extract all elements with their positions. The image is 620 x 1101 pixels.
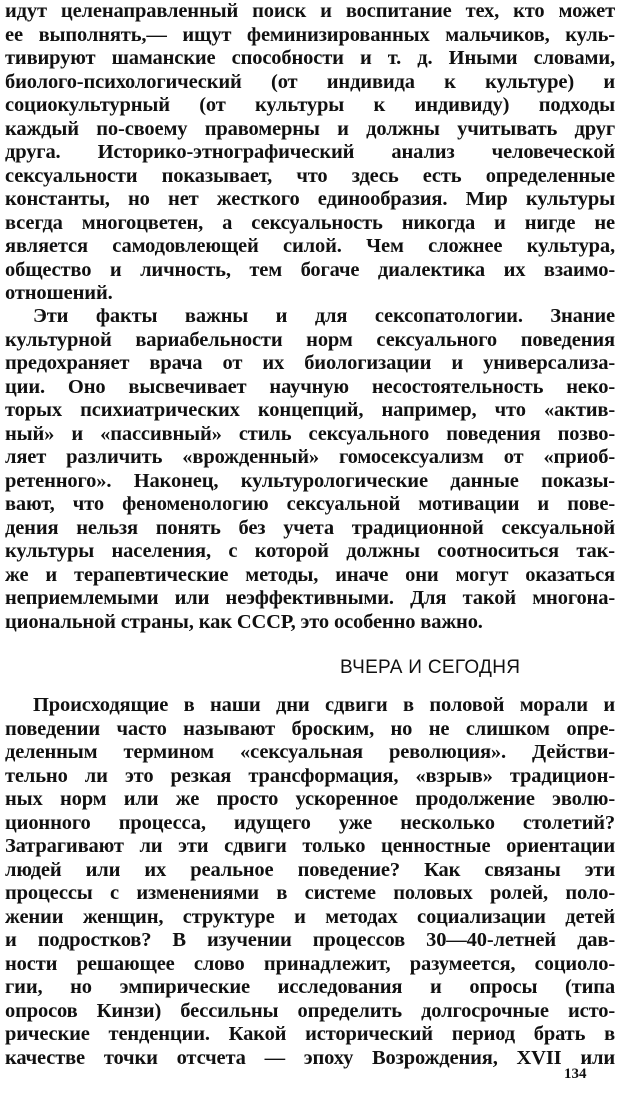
paragraph-2 [5,305,615,634]
text-line: биолого-психологический (от индивида к культуре) и [5,70,615,93]
text-line: отношений. [5,282,113,304]
text-line: Затрагивают ли эти сдвиги только ценностные ориентации [5,835,615,857]
page-number: 134 [564,1066,587,1082]
text-line: культурной вариабельности норм сексуального поведения [5,328,615,351]
text-line: ее выполнять,— ищут феминизированных мальчиков, куль- [5,23,615,46]
text-line: сексуальности показывает, что здесь есть определенные [5,164,615,187]
section-heading: ВЧЕРА И СЕГОДНЯ [340,657,521,678]
text-line: социокультурный (от культуры к индивиду) подходы [5,94,615,116]
text-line: предохраняет врача от их биологизации и универсализа- [5,352,615,374]
text-line: поведении часто называют броским, но не слишком опре- [5,717,615,740]
text-line: рические тенденции. Какой исторический период брать в [5,1023,615,1045]
text-line: ности решающее слово принадлежит, разумеется, социоло- [5,952,615,975]
text-line: культуры населения, с которой должны соотноситься так- [5,540,615,562]
text-line: каждый по-своему правомерны и должны учитывать друг [5,117,615,140]
text-line: Происходящие в наши дни сдвиги в половой морали и [33,694,615,716]
text-line: друга. Историко-этнографический анализ человеческой [5,141,615,163]
paragraph-3 [5,694,615,1070]
text-line: является самодовлеющей силой. Чем сложнее культура, [5,235,615,257]
text-line: ции. Оно высвечивает научную несостоятельность неко- [5,375,615,398]
text-line: тельно ли это резкая трансформация, «взрыв» традицион- [5,764,615,787]
paragraph-1 [5,0,615,306]
text-line: деленным термином «сексуальная революция». Действи- [5,741,615,763]
text-line: же и терапевтические методы, иначе они могут оказаться [5,563,615,586]
text-line: гии, но эмпирические исследования и опросы (типа [5,976,615,998]
text-line: тивируют шаманские способности и т. д. Иными словами, [5,47,615,69]
text-line: дения нельзя понять без учета традиционной сексуальной [5,516,615,539]
text-line: циональной страны, как СССР, это особенно важно. [5,610,483,633]
text-line: опросов Кинзи) бессильны определить долгосрочные исто- [5,999,615,1022]
text-line: ретенного». Наконец, культурологические данные показы- [5,469,615,492]
text-line: и подростков? В изучении процессов 30—40-летней дав- [5,929,615,951]
text-line: ляет различить «врожденный» гомосексуализм от «приоб- [5,446,615,468]
text-line: ных норм или же просто ускоренное продолжение эволю- [5,788,615,810]
text-line: процессы с изменениями в системе половых ролей, поло- [5,882,615,904]
text-line: ный» и «пассивный» стиль сексуального поведения позво- [5,422,615,445]
text-line: торых психиатрических концепций, например, что «актив- [5,399,615,421]
text-line: вают, что феноменологию сексуальной мотивации и пове- [5,493,615,515]
text-line: общество и личность, тем богаче диалектика их взаимо- [5,258,615,281]
text-line: ционного процесса, идущего уже несколько столетий? [5,811,615,834]
text-line: неприемлемыми или неэффективными. Для такой многона- [5,587,615,609]
text-line: всегда многоцветен, а сексуальность никогда и нигде не [5,211,615,234]
text-line: Эти факты важны и для сексопатологии. Знание [33,305,615,327]
text-line: идут целенаправленный поиск и воспитание тех, кто может [5,0,615,22]
text-line: качестве точки отсчета — эпоху Возрождения, XVII или [5,1046,615,1069]
text-line: жении женщин, структуре и методах социализации детей [5,905,615,928]
text-line: константы, но нет жесткого единообразия. Мир культуры [5,188,615,210]
text-line: людей или их реальное поведение? Как связаны эти [5,858,615,881]
